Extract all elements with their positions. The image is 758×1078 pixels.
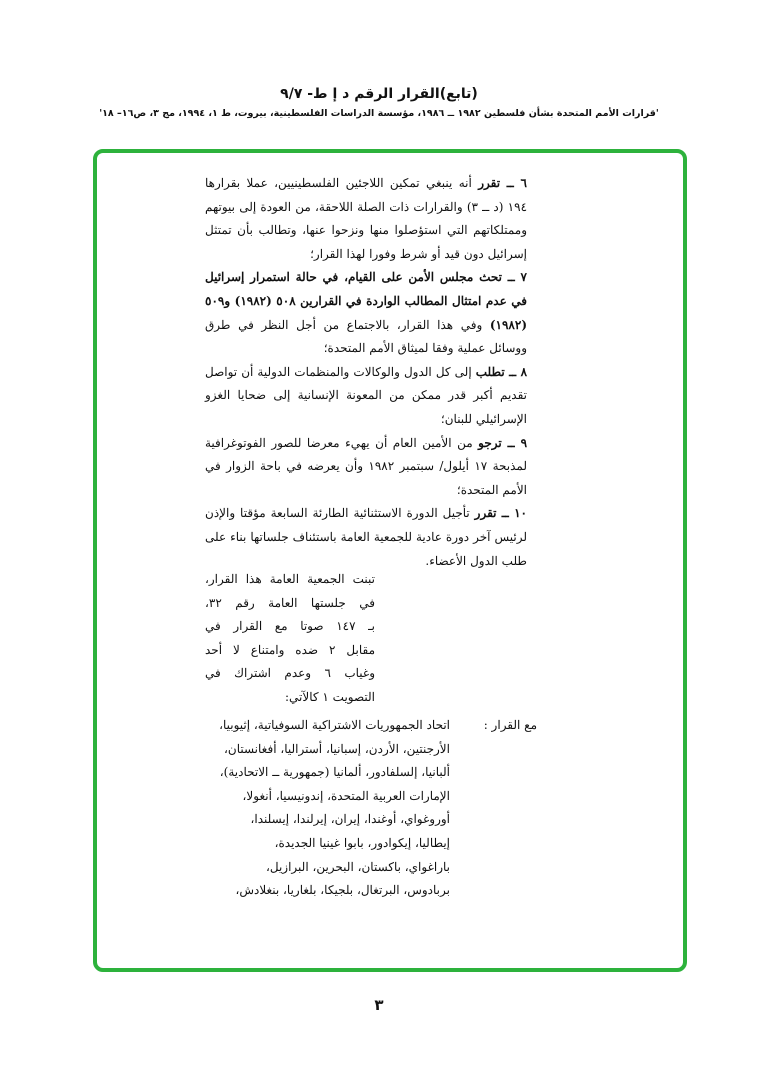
vote-list-line: بربادوس، البرتغال، بلجيكا، بلغاريا، بنغلادش،	[235, 883, 450, 898]
vote-list-line: الأرجنتين، الأردن، إسبانيا، أستراليا، أفغانستان،	[224, 741, 450, 756]
page-number: ٣	[374, 996, 384, 1014]
vote-list-line: ألبانيا، إلسلفادور، ألمانيا (جمهورية ــ الاتحادية)،	[219, 765, 450, 780]
vote-list-line: باراغواي، باكستان، البحرين، البرازيل،	[265, 859, 450, 874]
page-header	[0, 86, 758, 119]
adoption-note	[205, 568, 375, 710]
paragraph-lead: ٧ ــ تحث مجلس الأمن على القيام، في حالة استمرار إسرائيل في عدم امتثال المطالب الواردة في القرارين ٥٠٨ (١٩٨٢) و٥٠٩ (١٩٨٢)	[205, 270, 528, 332]
adoption-line: بـ ١٤٧ صوتا مع القرار في	[205, 619, 375, 634]
paragraph-lead: ٨ ــ تطلب	[475, 364, 528, 379]
paragraph-text: إلى كل الدول والوكالات والمنظمات الدولية أن تواصل تقديم أكبر قدر ممكن من المعونة الإنسانية إلى ضحايا الغزو الإسرائيلي للبنان؛	[205, 364, 527, 426]
vote-in-favour-list	[205, 714, 450, 903]
resolution-body	[205, 172, 527, 573]
paragraph-10	[205, 502, 527, 573]
paragraph-lead: ٦ ــ تقرر	[478, 176, 527, 190]
adoption-line: مقابل ٢ ضده وامتناع لا أحد	[205, 642, 375, 657]
adoption-line: التصويت ١ كالآتي:	[284, 689, 375, 704]
vote-list-line: اتحاد الجمهوريات الاشتراكية السوفياتية، إثيوبيا،	[219, 718, 450, 732]
source-citation: 'قرارات الأمم المتحدة بشأن فلسطين ١٩٨٢ ــ ١٩٨٦، مؤسسة الدراسات الفلسطينية، بيروت، ط ١، ١٩٩٤، مج ٣، ص١٦– ١٨'	[99, 108, 659, 119]
resolution-title: (تابع)القرار الرقم د إ ط- ٩/٧	[280, 86, 478, 102]
adoption-line: في جلستها العامة رقم ٣٢،	[205, 595, 375, 610]
paragraph-lead: ٩ ــ ترجو	[478, 435, 528, 450]
paragraph-7	[205, 266, 527, 360]
paragraph-text: تأجيل الدورة الاستثنائية الطارئة السابعة مؤقتا والإذن لرئيس آخر دورة عادية للجمعية العامة باستئناف جلساتها بناء على طلب الدول الأعضاء.	[205, 506, 527, 568]
adoption-line: وغياب ٦ وعدم اشتراك في	[205, 666, 375, 681]
paragraph-text: أنه ينبغي تمكين اللاجئين الفلسطينيين، عملا بقرارها ١٩٤ (د ــ ٣) والقرارات ذات الصلة اللاحقة، من العودة إلى بيوتهم وممتلكاتهم التي استؤصلوا منها ونزحوا عنها، وتطالب بأن تمتثل إسرائيل دون قيد أو شرط وفورا لهذا القرار؛	[205, 176, 528, 261]
paragraph-text: وفي هذا القرار، بالاجتماع من أجل النظر في طرق ووسائل عملية وفقا لميثاق الأمم المتحدة؛	[205, 317, 527, 356]
vote-in-favour-label: مع القرار :	[483, 718, 537, 732]
paragraph-9	[205, 432, 527, 503]
vote-list-line: الإمارات العربية المتحدة، إندونيسيا، أنغولا،	[242, 788, 450, 803]
vote-list-line: إيطاليا، إيكوادور، بابوا غينيا الجديدة،	[274, 835, 450, 850]
paragraph-text: من الأمين العام أن يهيء معرضا للصور الفوتوغرافية لمذبحة ١٧ أيلول/ سبتمبر ١٩٨٢ وأن يعرضه في باحة الزوار في الأمم المتحدة؛	[205, 435, 528, 497]
adoption-line: تبنت الجمعية العامة هذا القرار،	[205, 572, 375, 586]
vote-list-line: أوروغواي، أوغندا، إيران، إيرلندا، إيسلندا،	[250, 812, 450, 827]
paragraph-6	[205, 172, 527, 266]
paragraph-8	[205, 361, 527, 432]
paragraph-lead: ١٠ ــ تقرر	[474, 506, 527, 521]
